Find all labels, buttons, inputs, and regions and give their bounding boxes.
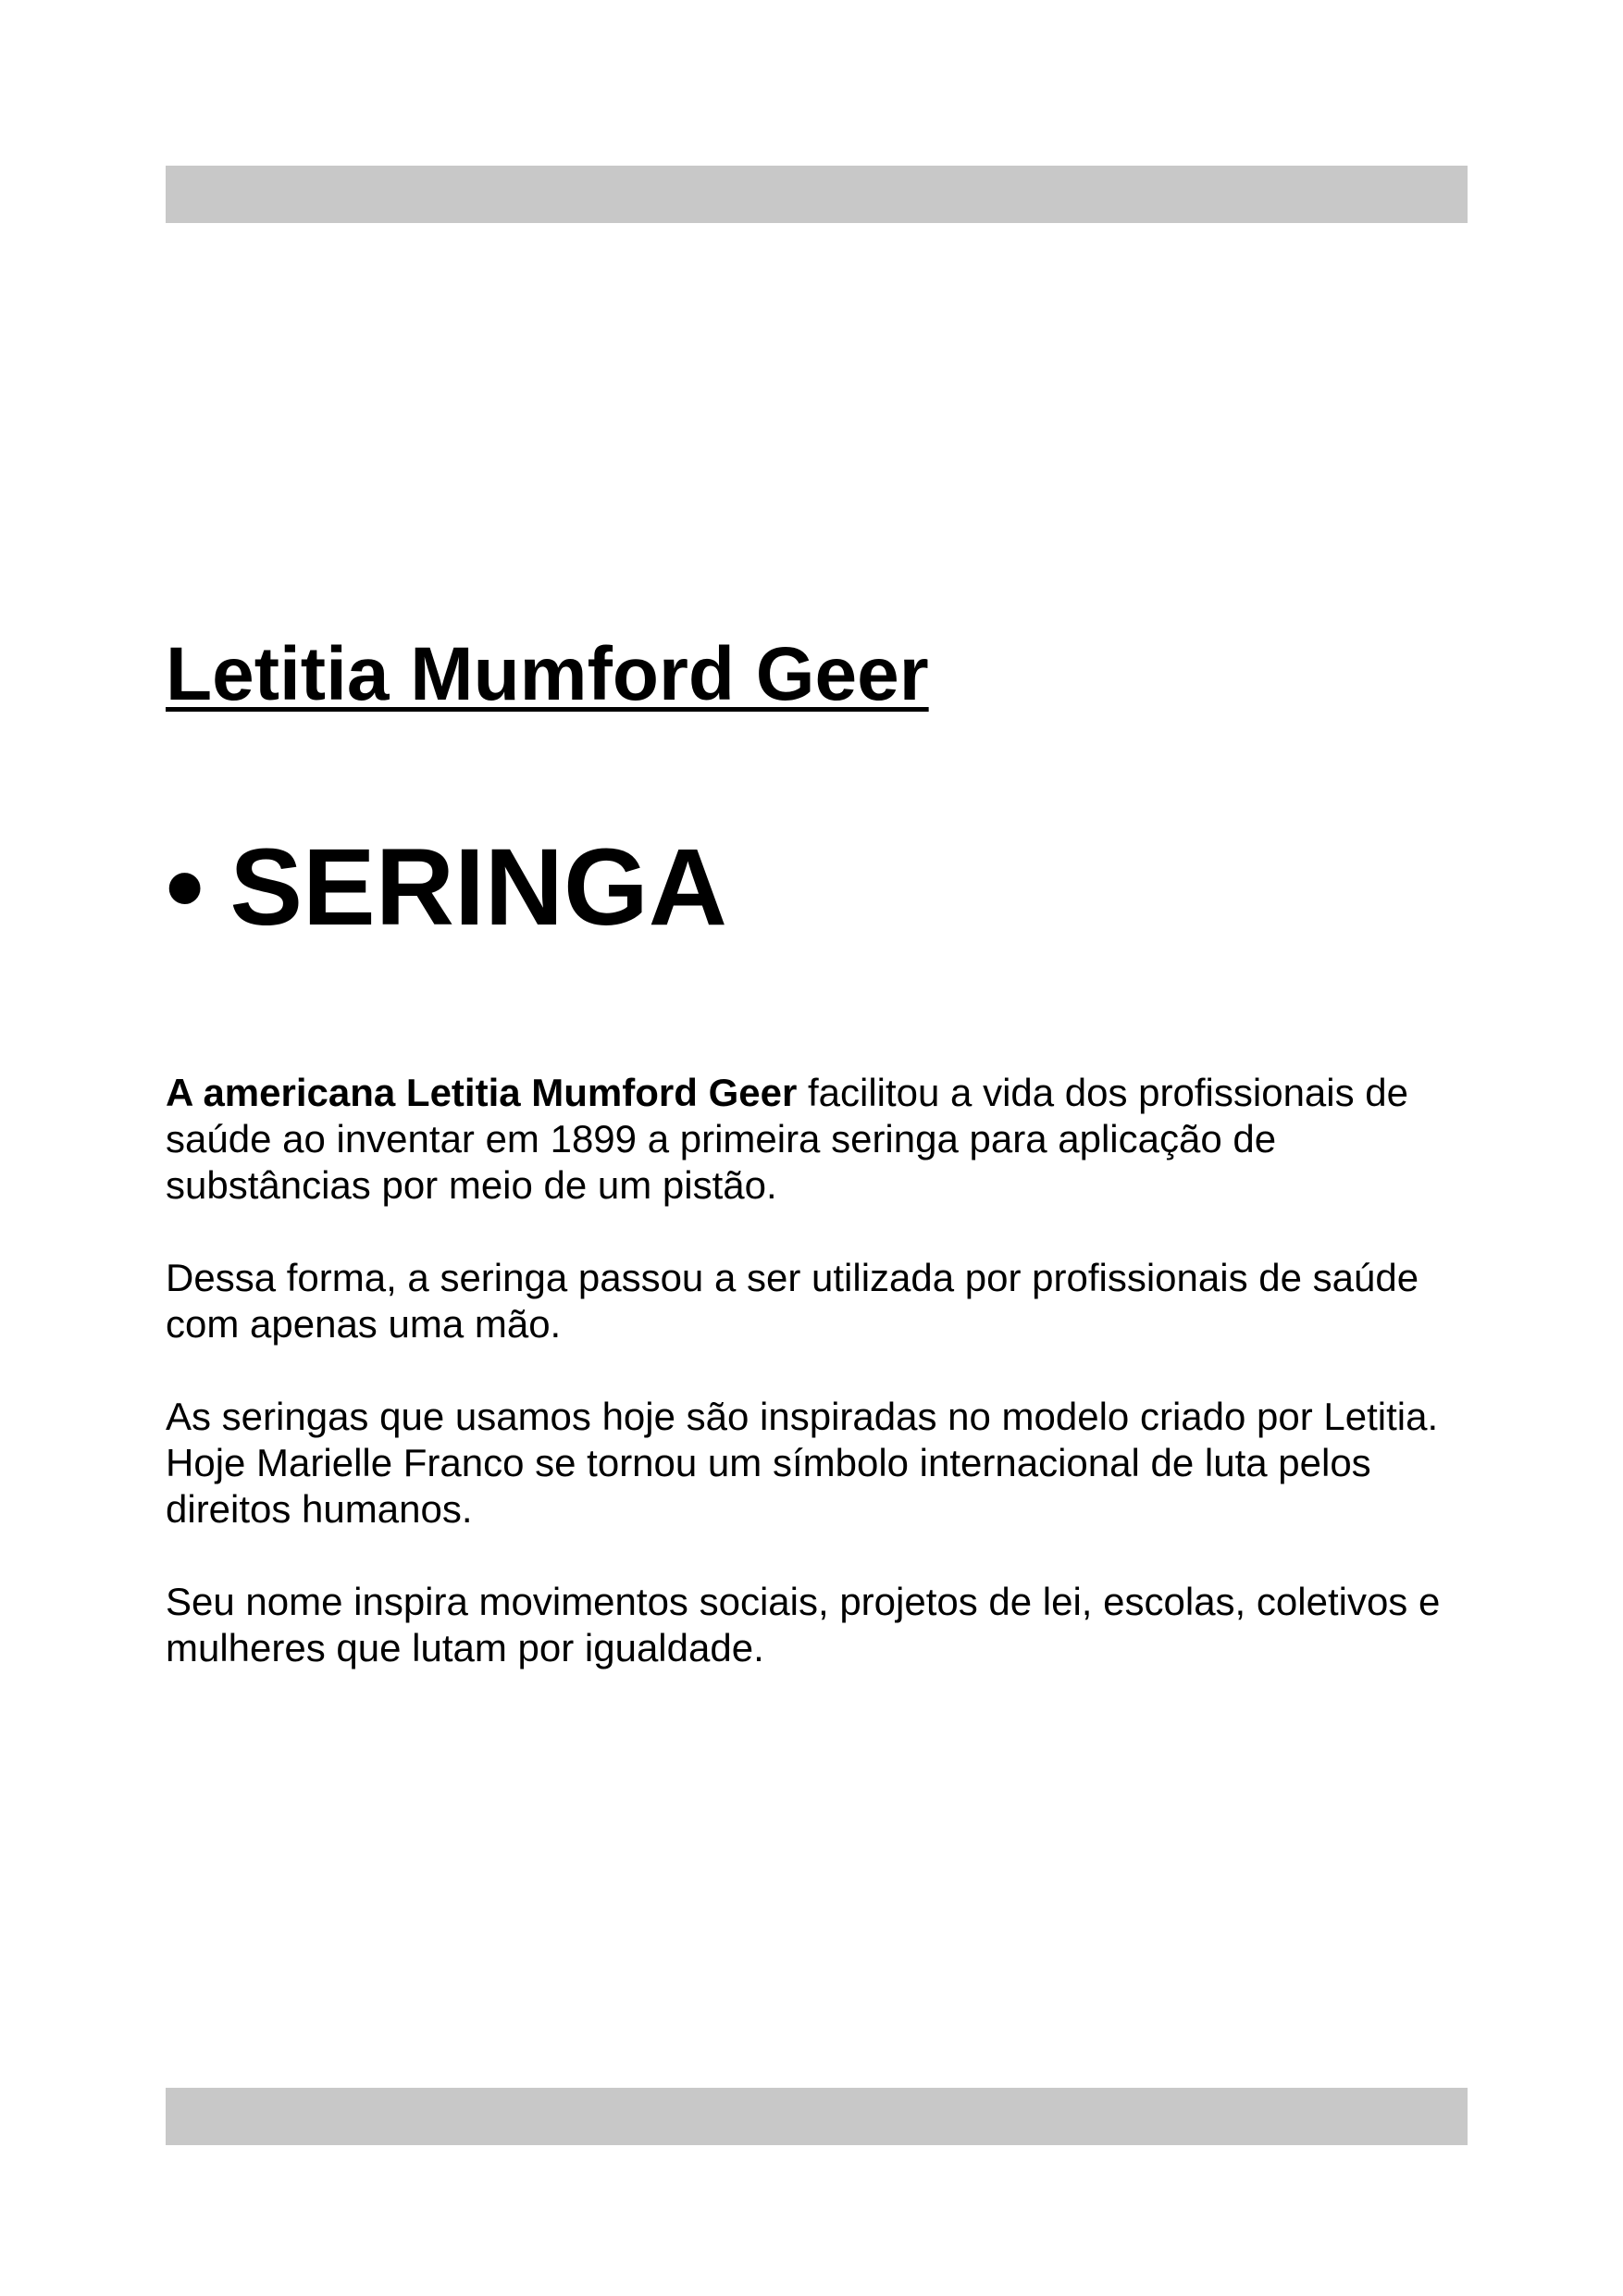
bottom-gray-band: [166, 2088, 1468, 2145]
bullet-symbol: •: [166, 826, 204, 949]
paragraph-4: Seu nome inspira movimentos sociais, projetos de lei, escolas, coletivos e mulheres que lutam por igualdade.: [166, 1580, 1441, 1669]
paragraph-1-bold: A americana Letitia Mumford Geer: [166, 1071, 798, 1114]
bullet-title-text: SERINGA: [229, 826, 727, 949]
body-text: [166, 1070, 1470, 1718]
page-heading: Letitia Mumford Geer: [166, 632, 929, 716]
paragraph-1-rest: facilitou a vida dos profissionais de saúde ao inventar em 1899 a primeira seringa para aplicação de substâncias por meio de um pistão.: [166, 1071, 1408, 1207]
top-gray-band: [166, 166, 1468, 223]
bullet-title: [166, 826, 727, 949]
paragraph-1: [166, 1070, 1470, 1209]
paragraph-2: Dessa forma, a seringa passou a ser utilizada por profissionais de saúde com apenas uma mão.: [166, 1256, 1419, 1346]
paragraph-3: As seringas que usamos hoje são inspiradas no modelo criado por Letitia. Hoje Marielle Franco se tornou um símbolo internacional de luta pelos direitos humanos.: [166, 1395, 1439, 1531]
